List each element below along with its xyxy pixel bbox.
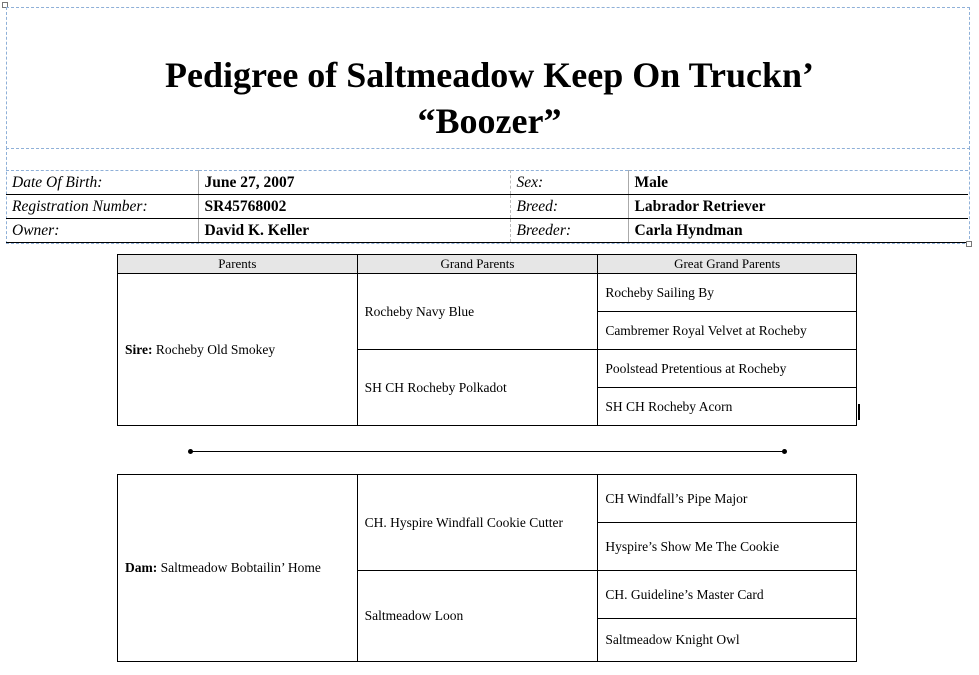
dam-cell [118,475,358,662]
dam-pedigree-table [117,474,857,662]
info-table [6,170,968,243]
owner-label: Owner: [6,219,198,243]
dam-great-4: Saltmeadow Knight Owl [598,619,857,662]
breed-value: Labrador Retriever [628,195,968,219]
sire-pedigree-table [117,254,857,426]
sire-great-2: Cambremer Royal Velvet at Rocheby [598,312,857,350]
sire-label: Sire: [125,341,153,357]
dam-name: Saltmeadow Bobtailin’ Home [160,560,321,575]
sire-cell [118,274,358,426]
breeder-label: Breeder: [510,219,628,243]
dam-grand-1: CH. Hyspire Windfall Cookie Cutter [357,475,598,571]
info-row-owner [6,219,968,243]
info-row-registration [6,195,968,219]
sire-great-4: SH CH Rocheby Acorn [598,388,857,426]
info-row-dob [6,171,968,195]
frame-handle-bottom-right[interactable] [966,241,972,247]
dam-great-2: Hyspire’s Show Me The Cookie [598,523,857,571]
dob-value: June 27, 2007 [198,171,510,195]
sire-great-1: Rocheby Sailing By [598,274,857,312]
header-grand-parents: Grand Parents [357,255,598,274]
breed-label: Breed: [510,195,628,219]
dam-label: Dam: [125,560,158,575]
registration-value: SR45768002 [198,195,510,219]
dog-call-name: “Boozer” [417,101,562,141]
header-parents: Parents [118,255,358,274]
dam-great-3: CH. Guideline’s Master Card [598,571,857,619]
dam-grand-2: Saltmeadow Loon [357,571,598,662]
breeder-value: Carla Hyndman [628,219,968,243]
dam-great-1: CH Windfall’s Pipe Major [598,475,857,523]
sire-name: Rocheby Old Smokey [155,341,276,357]
page-title: Pedigree of Saltmeadow Keep On Truckn’ [165,55,814,95]
sire-great-3: Poolstead Pretentious at Rocheby [598,350,857,388]
sire-grand-1: Rocheby Navy Blue [357,274,598,350]
sex-label: Sex: [510,171,628,195]
separator-dot-right [782,449,787,454]
sex-value: Male [628,171,968,195]
header-great-grand-parents: Great Grand Parents [598,255,857,274]
text-cursor [858,404,860,420]
sire-grand-2: SH CH Rocheby Polkadot [357,350,598,426]
separator-line [190,451,784,452]
dob-label: Date Of Birth: [6,171,198,195]
registration-label: Registration Number: [6,195,198,219]
owner-value: David K. Keller [198,219,510,243]
